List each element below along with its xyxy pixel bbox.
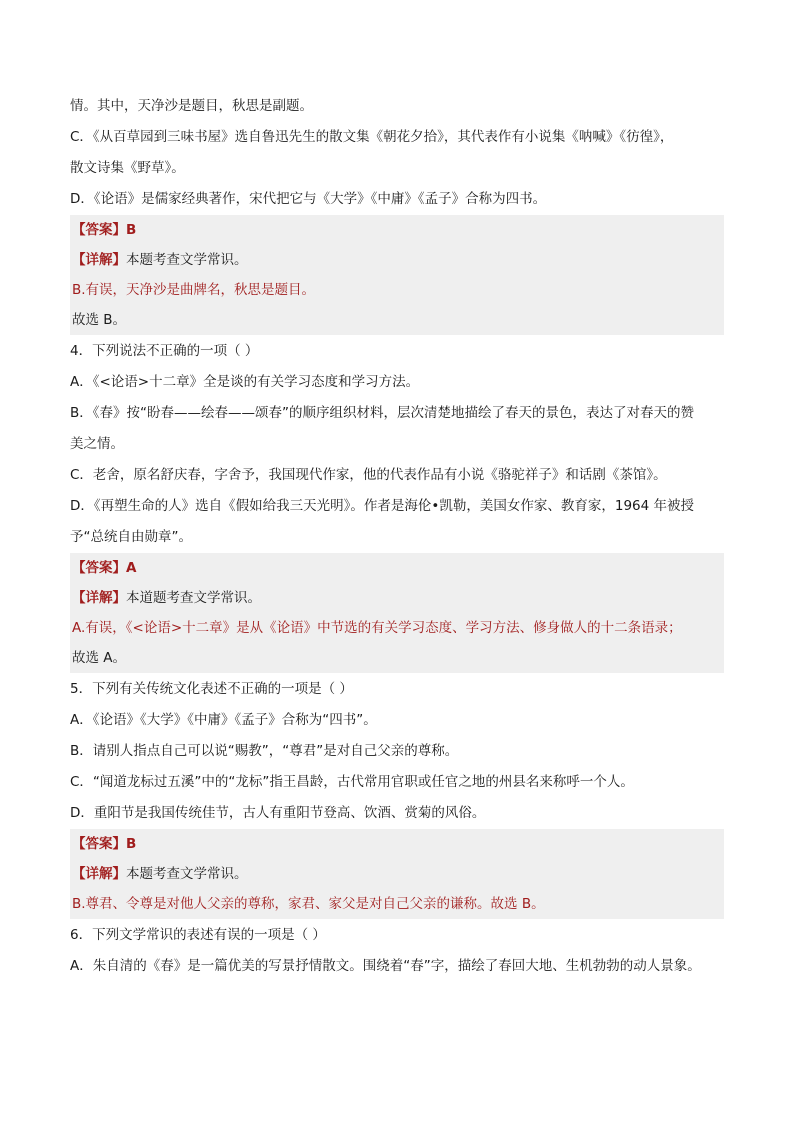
detail-text: 本道题考查文学常识。	[126, 590, 261, 606]
q3-option-d: D．《论语》是儒家经典著作，宋代把它与《大学》《中庸》《孟子》合称为四书。	[70, 191, 547, 207]
q3-option-c: C．《从百草园到三味书屋》选自鲁迅先生的散文集《朝花夕拾》，其代表作有小说集《呐喊》《彷徨》，	[70, 129, 674, 145]
q3-explanation: B.有误，天净沙是曲牌名，秋思是题目。	[72, 282, 316, 298]
q5-option-a: A．《论语》《大学》《中庸》《孟子》合称为“四书”。	[70, 712, 377, 728]
answer-value: B	[126, 836, 137, 852]
detail-tag: 【详解】	[72, 866, 126, 882]
q4-option-a: A．《<论语>十二章》全是谈的有关学习态度和学习方法。	[70, 374, 420, 390]
q6-option-a: A．朱自清的《春》是一篇优美的写景抒情散文。围绕着“春”字，描绘了春回大地、生机勃勃的动人景象。	[70, 958, 701, 974]
q4-detail	[72, 583, 724, 613]
answer-tag: 【答案】	[72, 222, 126, 238]
page-content	[70, 96, 724, 976]
answer-value: A	[126, 560, 137, 576]
q4-option-b-continuation: 美之情。	[70, 436, 124, 452]
q5-explanation: B.尊君、令尊是对他人父亲的尊称，家君、家父是对自己父亲的谦称。故选 B。	[72, 896, 545, 912]
detail-text: 本题考查文学常识。	[126, 252, 248, 268]
answer-tag: 【答案】	[72, 836, 126, 852]
q5-detail	[72, 859, 724, 889]
q4-option-d: D．《再塑生命的人》选自《假如给我三天光明》。作者是海伦•凯勒，美国女作家、教育家，1964 年被授	[70, 498, 695, 514]
q4-option-d-continuation: 予“总统自由勋章”。	[70, 529, 192, 545]
q4-answer-block	[70, 553, 724, 673]
answer-value: B	[126, 222, 137, 238]
q5-option-d: D．重阳节是我国传统佳节，古人有重阳节登高、饮酒、赏菊的风俗。	[70, 805, 486, 821]
q3-option-b-continuation: 情。其中，天净沙是题目，秋思是副题。	[70, 98, 313, 114]
q4-option-b: B．《春》按“盼春——绘春——颂春”的顺序组织材料，层次清楚地描绘了春天的景色，表达了对春天的赞	[70, 405, 694, 421]
q5-option-c: C．“闻道龙标过五溪”中的“龙标”指王昌龄，古代常用官职或任官之地的州县名来称呼一个人。	[70, 774, 634, 790]
q4-option-c: C．老舍，原名舒庆春，字舍予，我国现代作家，他的代表作品有小说《骆驼祥子》和话剧《茶馆》。	[70, 467, 667, 483]
q5-stem: 5．下列有关传统文化表述不正确的一项是（ ）	[70, 681, 353, 697]
q3-answer	[72, 215, 724, 245]
q3-conclusion: 故选 B。	[72, 312, 127, 328]
q3-answer-block	[70, 215, 724, 335]
q4-explanation: A.有误，《<论语>十二章》是从《论语》中节选的有关学习态度、学习方法、修身做人的十二条语录；	[72, 620, 682, 636]
q3-option-c-continuation: 散文诗集《野草》。	[70, 160, 185, 176]
q4-stem: 4．下列说法不正确的一项（ ）	[70, 343, 259, 359]
q4-answer	[72, 553, 724, 583]
q6-stem: 6．下列文学常识的表述有误的一项是（ ）	[70, 927, 326, 943]
detail-tag: 【详解】	[72, 252, 126, 268]
answer-tag: 【答案】	[72, 560, 126, 576]
q5-option-b: B．请别人指点自己可以说“赐教”，“尊君”是对自己父亲的尊称。	[70, 743, 459, 759]
detail-text: 本题考查文学常识。	[126, 866, 248, 882]
detail-tag: 【详解】	[72, 590, 126, 606]
q5-answer	[72, 829, 724, 859]
q4-conclusion: 故选 A。	[72, 650, 127, 666]
q5-answer-block	[70, 829, 724, 919]
q3-detail	[72, 245, 724, 275]
